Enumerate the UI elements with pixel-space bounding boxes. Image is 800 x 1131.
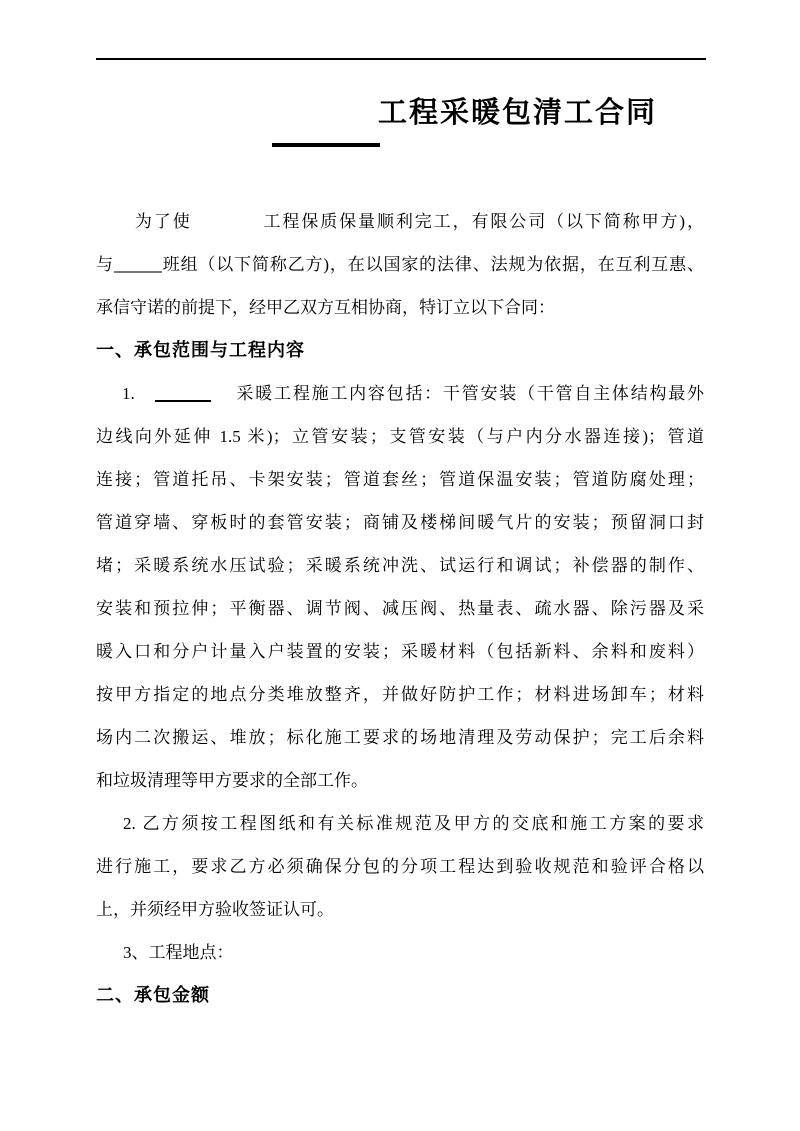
text-run: 3、工程地点： (123, 943, 234, 962)
text-run: 班组（以下简称乙方)，在以国家的法律、法规为依据，在互利互惠、 (161, 255, 704, 274)
document-title: 工程采暖包清工合同 (378, 97, 658, 129)
clause1-line-1 (96, 372, 704, 415)
clause1-line-4 (96, 501, 704, 544)
text-run: 堵；采暖系统水压试验；采暖系统冲洗、试运行和调试；补偿器的制作、 (96, 556, 704, 575)
text-run: 二、承包金额 (96, 985, 210, 1005)
section2-heading (96, 974, 704, 1017)
clause1-line-3 (96, 458, 704, 501)
text-run: 采暖工程施工内容包括：干管安装（干管自主体结构最外 (234, 384, 704, 403)
indent-spacer (96, 828, 123, 829)
clause2-line-2 (96, 845, 704, 888)
document-body (96, 200, 704, 1017)
clause1-line-8 (96, 673, 704, 716)
text-run: 承信守诺的前提下，经甲乙双方互相协商，特订立以下合同： (96, 298, 555, 317)
clause1-line-5 (96, 544, 704, 587)
clause1-line-2 (96, 415, 704, 458)
clause1-line-6 (96, 587, 704, 630)
blank-fill-in-field (192, 212, 262, 230)
blank-fill-in-field (155, 382, 211, 402)
clause1-line-7 (96, 630, 704, 673)
text-run: 为了使 (133, 212, 192, 231)
text-run: 进行施工，要求乙方必须确保分包的分项工程达到验收规范和验评合格以 (96, 857, 704, 876)
section1-heading (96, 329, 704, 372)
clause2-line-1 (96, 802, 704, 845)
intro-line-1 (96, 200, 704, 243)
clause3-line-1 (96, 931, 704, 974)
text-run: 1. (122, 384, 135, 403)
text-run: 管道穿墙、穿板时的套管安装；商铺及楼梯间暖气片的安装；预留洞口封 (96, 513, 704, 532)
text-run: 安装和预拉伸；平衡器、调节阀、减压阀、热量表、疏水器、除污器及采 (96, 599, 704, 618)
clause2-line-3 (96, 888, 704, 931)
text-run: 暖入口和分户计量入户装置的安装；采暖材料（包括新料、余料和废料） (96, 642, 704, 661)
text-run: 与 (96, 255, 114, 274)
text-run: 2. 乙方须按工程图纸和有关标准规范及甲方的交底和施工方案的要求 (123, 814, 704, 833)
indent-spacer (96, 226, 133, 227)
clause1-line-9 (96, 716, 704, 759)
blank-fill-in-field (114, 253, 162, 273)
clause1-line-10 (96, 759, 704, 802)
indent-spacer (96, 398, 122, 399)
text-run: 按甲方指定的地点分类堆放整齐，并做好防护工作；材料进场卸车；材料 (96, 685, 704, 704)
intro-line-2 (96, 243, 704, 286)
text-run: 上，并须经甲方验收签证认可。 (96, 900, 334, 919)
header-rule (96, 58, 706, 60)
title-blank-underline (272, 143, 380, 147)
text-run: 一、承包范围与工程内容 (96, 340, 305, 360)
intro-line-3 (96, 286, 704, 329)
text-run: 工程保质保量顺利完工，有限公司（以下简称甲方)， (261, 212, 704, 231)
indent-spacer (96, 957, 123, 958)
text-run: 连接；管道托吊、卡架安装；管道套丝；管道保温安装；管道防腐处理； (96, 470, 704, 489)
text-run: 场内二次搬运、堆放；标化施工要求的场地清理及劳动保护；完工后余料 (96, 728, 704, 747)
text-run: 和垃圾清理等甲方要求的全部工作。 (96, 771, 368, 790)
text-run: 边线向外延伸 1.5 米)；立管安装；支管安装（与户内分水器连接)；管道 (96, 427, 704, 446)
